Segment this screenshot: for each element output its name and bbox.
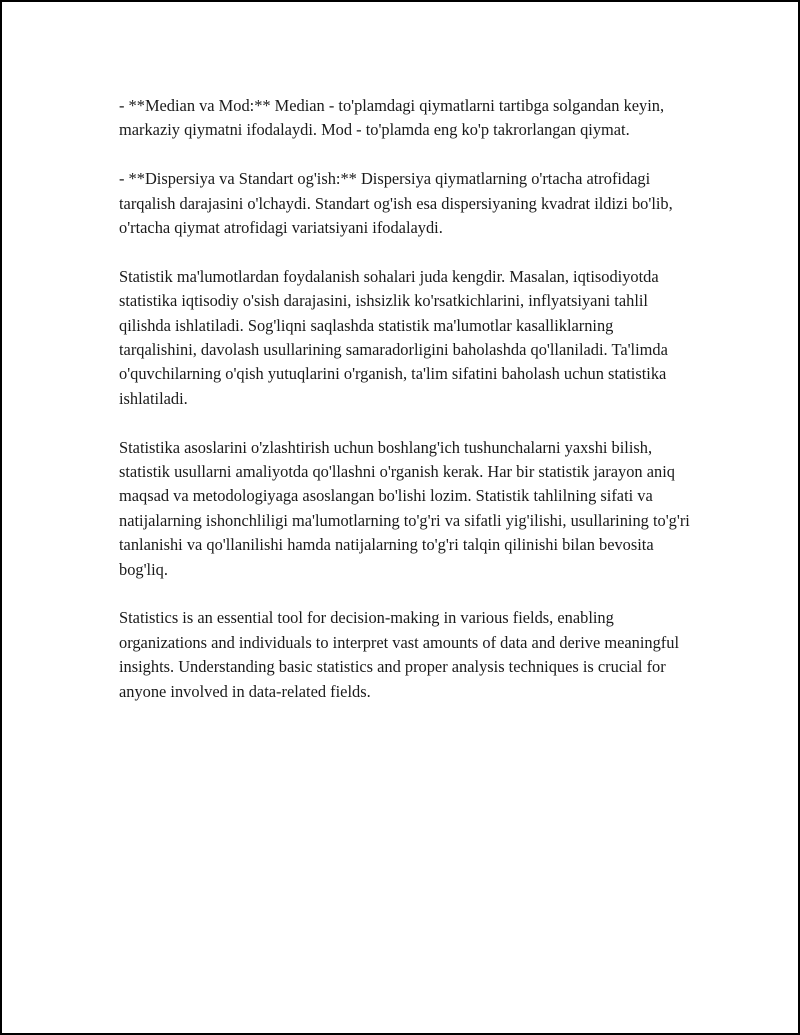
paragraph-usage-areas: Statistik ma'lumotlardan foydalanish sohalari juda kengdir. Masalan, iqtisodiyotda statistika iqtisodiy o'sish darajasini, ishsizlik ko'rsatkichlarini, inflyatsiyani tahlil qilishda ishlatiladi. Sog'liqni saqlashda statistik ma'lumotlar kasalliklarning tarqalishini, davolash usullarining samaradorligini baholashda qo'llaniladi. Ta'limda o'quvchilarning o'qish yutuqlarini o'rganish, ta'lim sifatini baholash uchun statistika ishlatiladi. <box>119 266 668 408</box>
paragraph-median-mod: - **Median va Mod:** Median - to'plamdagi qiymatlarni tartibga solgandan keyin, markaziy qiymatni ifodalaydi. Mod - to'plamda eng ko'p takrorlangan qiymat. <box>119 96 665 140</box>
paragraph-dispersion-std: - **Dispersiya va Standart og'ish:** Dispersiya qiymatlarning o'rtacha atrofidagi tarqalish darajasini o'lchaydi. Standart og'ish esa dispersiyaning kvadrat ildizi bo'lib, o'rtacha qiymat atrofidagi variatsiyani ifodalaydi. <box>119 169 673 238</box>
paragraph-learning-basics: Statistika asoslarini o'zlashtirish uchun boshlang'ich tushunchalarni yaxshi bilish, statistik usullarni amaliyotda qo'llashni o'rganish kerak. Har bir statistik jarayon aniq maqsad va metodologiyaga asoslangan bo'lishi lozim. Statistik tahlilning sifati va natijalarning ishonchliligi ma'lumotlarning to'g'ri va sifatli yig'ilishi, usullarining to'g'ri tanlanishi va qo'llanilishi hamda natijalarning to'g'ri talqin qilinishi bilan bevosita bog'liq. <box>119 437 690 579</box>
document-body <box>119 94 694 728</box>
paragraph-english-summary: Statistics is an essential tool for decision-making in various fields, enabling organizations and individuals to interpret vast amounts of data and derive meaningful insights. Understanding basic statistics and proper analysis techniques is crucial for anyone involved in data-related fields. <box>119 608 680 701</box>
